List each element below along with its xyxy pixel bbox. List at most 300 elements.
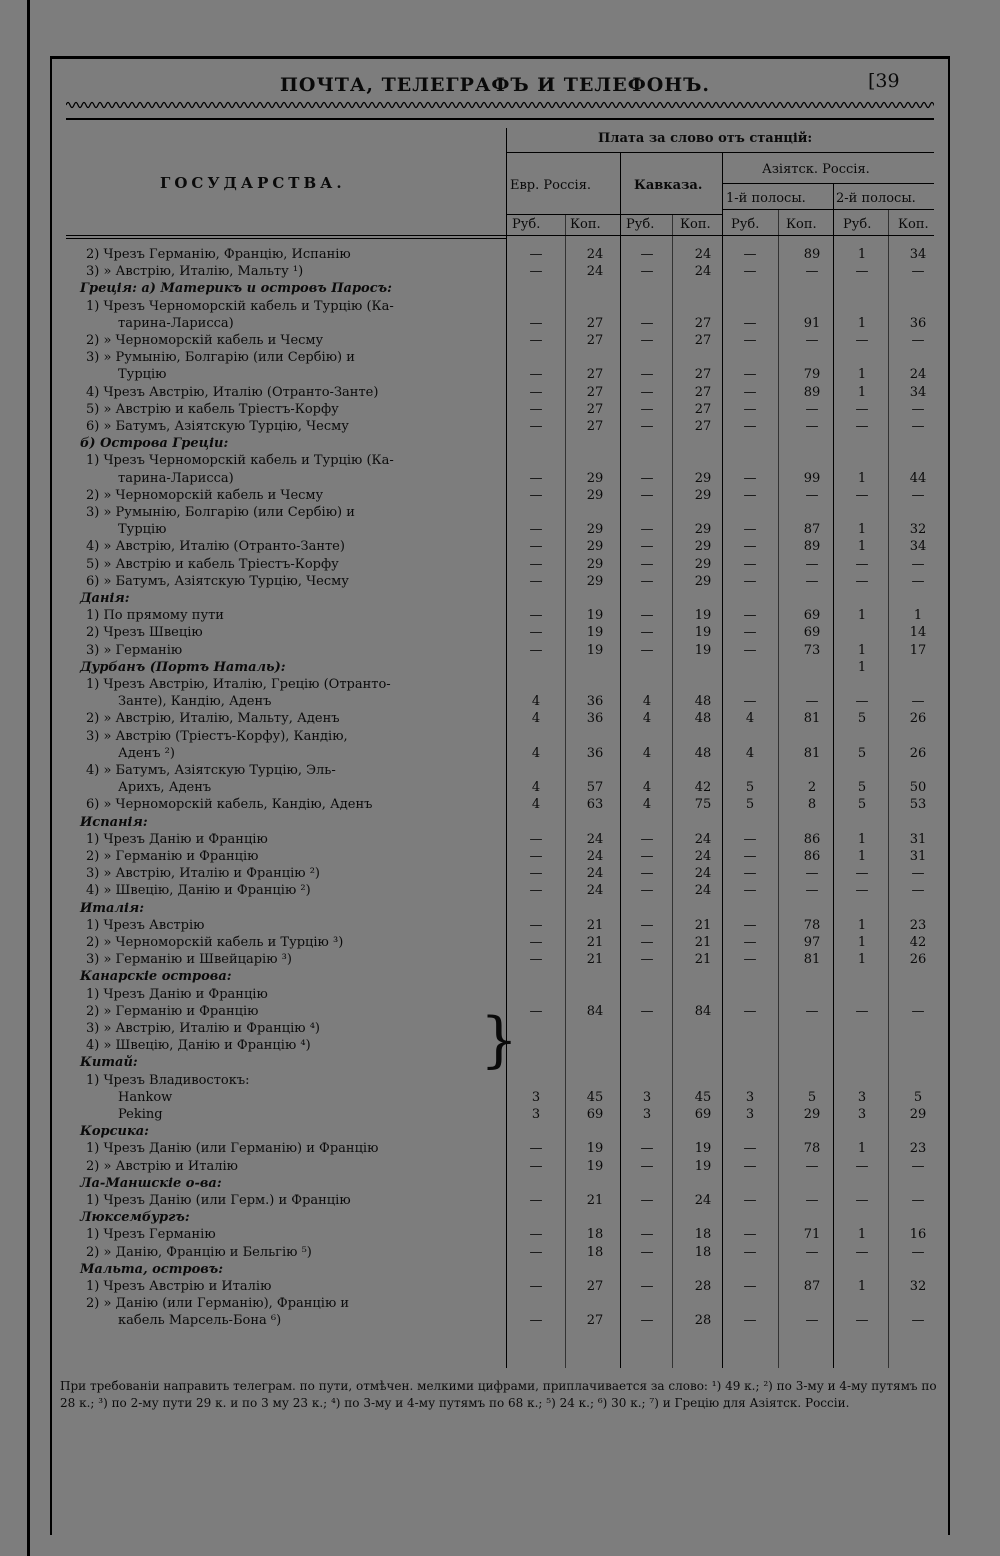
kop-header-1: Коп.	[570, 217, 601, 232]
rate-cell: 29	[586, 487, 604, 503]
rate-cell: 8	[807, 797, 817, 813]
rate-cell: 14	[909, 625, 927, 641]
rate-cell: —	[640, 831, 654, 847]
rate-cell: —	[529, 952, 543, 968]
rate-cell: 79	[803, 367, 821, 383]
rate-cell: —	[743, 367, 757, 383]
table-row	[60, 642, 500, 659]
rate-cell: 89	[803, 247, 821, 262]
wavy-divider	[66, 100, 934, 110]
table-row	[60, 280, 500, 297]
rate-cell: —	[855, 1003, 869, 1019]
rate-cell: —	[640, 419, 654, 434]
rate-cell: 29	[586, 539, 604, 555]
table-row	[60, 659, 500, 676]
rate-cell: 91	[803, 315, 821, 331]
rate-cell: 21	[586, 917, 604, 933]
rate-cell: —	[805, 1313, 819, 1329]
row-label: Турцію	[118, 522, 167, 538]
row-label: 2) » Германію и Францію	[86, 1003, 259, 1019]
rate-cell: —	[640, 333, 654, 348]
rate-cell: —	[743, 1244, 757, 1260]
rate-cell: —	[529, 1244, 543, 1260]
rate-cell: 69	[586, 1107, 604, 1122]
table-row	[60, 917, 500, 934]
rate-cell: —	[911, 883, 925, 899]
row-label: Peking	[118, 1107, 163, 1122]
rate-cell: —	[743, 315, 757, 331]
row-label: 5) » Австрію и кабель Тріестъ-Корфу	[86, 556, 339, 572]
table-row	[60, 762, 500, 779]
rate-cell: 45	[586, 1089, 604, 1105]
rate-cell: 3	[857, 1107, 867, 1122]
rate-cell: 1	[857, 608, 867, 624]
rate-cell: 18	[586, 1244, 604, 1260]
rate-cell: —	[743, 1158, 757, 1174]
rate-cell: 1	[857, 539, 867, 555]
rule-fee	[506, 152, 934, 153]
rate-cell: —	[640, 539, 654, 555]
rate-cell: 19	[694, 1141, 712, 1157]
rate-cell: —	[855, 1158, 869, 1174]
rate-cell: —	[805, 333, 819, 348]
rate-cell: 24	[694, 883, 712, 899]
rate-cell: 4	[642, 780, 652, 796]
rate-cell: —	[640, 367, 654, 383]
rate-cell: 1	[857, 315, 867, 331]
rate-cell: —	[640, 487, 654, 503]
rate-cell: 42	[909, 935, 927, 950]
row-label: Турцію	[118, 367, 167, 383]
rate-cell: —	[743, 952, 757, 968]
row-label: 1) Чрезъ Данію и Францію	[86, 986, 268, 1002]
table-row	[60, 900, 500, 917]
row-label: 2) » Черноморскій кабель и Чесму	[86, 333, 324, 348]
rate-cell: 63	[586, 797, 604, 813]
rate-cell: 28	[694, 1313, 712, 1329]
col-sep-2	[620, 152, 621, 1368]
rate-cell: —	[805, 419, 819, 434]
rate-cell: —	[911, 401, 925, 417]
rate-cell: —	[529, 419, 543, 434]
rate-cell: 19	[586, 625, 604, 641]
col-sep-5	[778, 209, 779, 1368]
table-row	[60, 676, 500, 693]
rate-cell: —	[743, 556, 757, 572]
rate-cell: —	[640, 608, 654, 624]
row-label: Люксембургъ:	[80, 1210, 190, 1226]
rate-cell: —	[529, 849, 543, 864]
rate-cell: 29	[803, 1107, 821, 1122]
rule-zone	[722, 209, 934, 210]
rate-cell: 34	[909, 247, 927, 262]
rate-cell: —	[911, 487, 925, 503]
rate-cell: —	[805, 694, 819, 710]
row-label: 2) » Данію, Францію и Бельгію ⁵)	[86, 1244, 312, 1260]
rate-cell: —	[640, 1279, 654, 1294]
table-row	[60, 607, 500, 624]
rub-header-1: Руб.	[512, 217, 541, 232]
row-label: 6) » Батумъ, Азіятскую Турцію, Чесму	[86, 419, 349, 434]
rate-cell: 17	[909, 642, 927, 658]
table-row	[60, 349, 500, 366]
table-row	[60, 745, 500, 762]
rule-units-left	[506, 214, 722, 215]
rate-cell: 19	[694, 625, 712, 641]
table-row	[60, 779, 500, 796]
rate-cell: 24	[694, 264, 712, 280]
row-label: 4) » Швецію, Данію и Францію ²)	[86, 883, 311, 899]
rate-cell: —	[529, 556, 543, 572]
rate-cell: —	[529, 367, 543, 383]
rate-cell: —	[805, 264, 819, 280]
rate-cell: 18	[586, 1227, 604, 1243]
rate-cell: —	[855, 419, 869, 434]
table-row	[60, 1072, 500, 1089]
row-label: Греція: а) Материкъ и островъ Паросъ:	[80, 281, 392, 297]
rate-cell: 5	[745, 780, 755, 796]
row-label: Дурбанъ (Портъ Наталь):	[80, 659, 286, 675]
zone2-header: 2-й полосы.	[836, 191, 916, 206]
rate-cell: —	[640, 264, 654, 280]
rate-cell: —	[529, 1279, 543, 1294]
rate-cell: —	[529, 573, 543, 589]
rate-cell: 21	[694, 917, 712, 933]
rate-cell: 36	[909, 315, 927, 331]
col-sep-0	[506, 128, 507, 1368]
table-row	[60, 951, 500, 968]
rate-cell: 73	[803, 642, 821, 658]
row-label: кабель Марсель-Бона ⁶)	[118, 1313, 282, 1329]
table-row	[60, 796, 500, 813]
table-row	[60, 728, 500, 745]
rate-cell: —	[855, 866, 869, 882]
rate-cell: 84	[694, 1003, 712, 1019]
rate-cell: 27	[586, 333, 604, 348]
rate-cell: 5	[745, 797, 755, 813]
row-label: Китай:	[80, 1055, 138, 1071]
rate-cell: 24	[694, 849, 712, 864]
rate-cell: —	[640, 849, 654, 864]
row-label: тарина-Ларисса)	[118, 470, 234, 486]
rate-cell: 24	[694, 831, 712, 847]
rate-cell: 24	[586, 247, 604, 262]
rate-cell: —	[743, 573, 757, 589]
rate-cell: —	[529, 935, 543, 950]
rate-cell: —	[911, 866, 925, 882]
rate-cell: —	[743, 487, 757, 503]
table-row	[60, 452, 500, 469]
table-row	[60, 315, 500, 332]
rate-cell: 5	[807, 1089, 817, 1105]
rate-cell: —	[855, 487, 869, 503]
rate-cell: —	[911, 264, 925, 280]
rate-cell: 48	[694, 745, 712, 761]
row-label: 5) » Австрію и кабель Тріестъ-Корфу	[86, 401, 339, 417]
rate-cell: 29	[586, 573, 604, 589]
rate-cell: 29	[694, 522, 712, 538]
table-row	[60, 263, 500, 280]
rate-cell: —	[529, 625, 543, 641]
page-number: [39	[868, 70, 900, 92]
rate-cell: —	[743, 849, 757, 864]
row-label: 1) Чрезъ Австрію и Италію	[86, 1279, 272, 1294]
rate-cell: 21	[586, 1193, 604, 1208]
rate-cell: 18	[694, 1244, 712, 1260]
rate-cell: 27	[586, 315, 604, 331]
rate-cell: —	[640, 384, 654, 400]
rate-cell: 3	[642, 1107, 652, 1122]
rate-cell: 81	[803, 952, 821, 968]
rate-cell: —	[743, 625, 757, 641]
table-row	[60, 693, 500, 710]
canary-brace: }	[480, 1005, 519, 1075]
rate-cell: —	[911, 1003, 925, 1019]
row-label: 1) Чрезъ Австрію	[86, 917, 205, 933]
rate-cell: —	[743, 831, 757, 847]
row-label: Мальта, островъ:	[80, 1261, 224, 1277]
kop-header-2: Коп.	[680, 217, 711, 232]
left-margin-line	[27, 0, 30, 1556]
rate-cell: 86	[803, 831, 821, 847]
rate-cell: —	[805, 866, 819, 882]
rate-cell: —	[855, 694, 869, 710]
row-label: 4) » Швецію, Данію и Францію ⁴)	[86, 1038, 311, 1054]
rate-cell: —	[640, 625, 654, 641]
rate-cell: —	[640, 952, 654, 968]
table-row	[60, 986, 500, 1003]
kop-header-3: Коп.	[786, 217, 817, 232]
row-label: 1) Чрезъ Данію (или Германію) и Францію	[86, 1141, 379, 1157]
rub-header-3: Руб.	[731, 217, 760, 232]
table-row	[60, 1037, 500, 1054]
row-label: 4) » Австрію, Италію (Отранто-Занте)	[86, 539, 345, 555]
rate-cell: 57	[586, 780, 604, 796]
states-header: ГОСУДАРСТВА.	[160, 174, 346, 192]
row-label: 1) Чрезъ Черноморскій кабель и Турцію (Ка-	[86, 298, 394, 314]
row-label: 3) » Австрію, Италію, Мальту ¹)	[86, 264, 304, 280]
rate-cell: —	[743, 1279, 757, 1294]
rate-cell: 21	[586, 935, 604, 950]
row-label: 2) » Данію (или Германію), Францію и	[86, 1296, 350, 1312]
fee-header: Плата за слово отъ станцій:	[598, 131, 813, 146]
rate-cell: 87	[803, 1279, 821, 1294]
table-row	[60, 435, 500, 452]
rate-cell: 89	[803, 384, 821, 400]
table-row	[60, 624, 500, 641]
rate-cell: 28	[694, 1279, 712, 1294]
rate-cell: 1	[857, 849, 867, 864]
rate-cell: 69	[694, 1107, 712, 1122]
rate-cell: 1	[857, 1279, 867, 1294]
table-row	[60, 487, 500, 504]
rate-cell: 24	[586, 866, 604, 882]
rate-cell: —	[805, 883, 819, 899]
row-label: 3) » Румынію, Болгарію (или Сербію) и	[86, 505, 355, 520]
rate-cell: 27	[694, 384, 712, 400]
row-label: 3) » Германію	[86, 642, 183, 658]
header-rule	[66, 118, 934, 120]
rate-cell: —	[640, 573, 654, 589]
rate-cell: —	[743, 1227, 757, 1243]
rate-cell: —	[805, 573, 819, 589]
kop-header-4: Коп.	[898, 217, 929, 232]
table-row	[60, 573, 500, 590]
rate-cell: 24	[586, 831, 604, 847]
row-label: 3) » Австрію, Италію и Францію ⁴)	[86, 1021, 320, 1036]
table-row	[60, 814, 500, 831]
rate-cell: 1	[857, 952, 867, 968]
rate-cell: —	[805, 1244, 819, 1260]
row-label: Корсика:	[80, 1124, 149, 1140]
rate-cell: —	[529, 487, 543, 503]
rate-cell: 29	[694, 556, 712, 572]
row-label: 3) » Австрію, Италію и Францію ²)	[86, 866, 320, 882]
col-sep-6	[833, 183, 834, 1368]
rate-cell: —	[529, 1313, 543, 1329]
table-row	[60, 865, 500, 882]
rate-cell: —	[640, 883, 654, 899]
rate-cell: —	[805, 1158, 819, 1174]
rate-cell: —	[855, 264, 869, 280]
rate-cell: 16	[909, 1227, 927, 1243]
rate-cell: 3	[531, 1107, 541, 1122]
rate-cell: —	[640, 1141, 654, 1157]
asian-russia-header: Азіятск. Россія.	[762, 162, 870, 177]
rate-cell: —	[743, 333, 757, 348]
rate-cell: 27	[586, 1313, 604, 1329]
rate-cell: —	[743, 522, 757, 538]
table-row	[60, 1158, 500, 1175]
rate-cell: 3	[745, 1107, 755, 1122]
rate-cell: 24	[909, 367, 927, 383]
rate-cell: 1	[857, 1227, 867, 1243]
rate-cell: —	[743, 1193, 757, 1208]
rate-cell: 29	[586, 522, 604, 538]
row-label: 2) » Австрію, Италію, Мальту, Аденъ	[86, 711, 340, 727]
rate-cell: 29	[909, 1107, 927, 1122]
rate-cell: —	[805, 487, 819, 503]
rate-cell: 1	[857, 384, 867, 400]
row-label: 1) Чрезъ Данію (или Герм.) и Францію	[86, 1193, 351, 1208]
rate-cell: 4	[531, 797, 541, 813]
table-row	[60, 1226, 500, 1243]
rate-cell: 24	[694, 247, 712, 262]
rate-cell: 23	[909, 1141, 927, 1157]
row-label: 4) Чрезъ Австрію, Италію (Отранто-Занте)	[86, 384, 379, 400]
row-label: Занте), Кандію, Аденъ	[118, 694, 272, 710]
rate-cell: 4	[642, 745, 652, 761]
table-row	[60, 401, 500, 418]
rate-cell: 4	[531, 745, 541, 761]
rate-cell: 24	[694, 866, 712, 882]
rate-cell: —	[911, 1158, 925, 1174]
rate-cell: —	[640, 866, 654, 882]
row-label: 6) » Батумъ, Азіятскую Турцію, Чесму	[86, 573, 349, 589]
page-title: ПОЧТА, ТЕЛЕГРАФЪ И ТЕЛЕФОНЪ.	[279, 74, 711, 96]
rate-cell: —	[529, 1158, 543, 1174]
row-label: 2) » Черноморскій кабель и Турцію ³)	[86, 935, 344, 950]
rate-cell: —	[911, 556, 925, 572]
rate-cell: —	[911, 419, 925, 434]
rate-cell: 24	[694, 1193, 712, 1208]
rate-cell: —	[743, 608, 757, 624]
table-row	[60, 538, 500, 555]
table-row	[60, 1123, 500, 1140]
rate-cell: 69	[803, 608, 821, 624]
rate-cell: 3	[642, 1089, 652, 1105]
table-row	[60, 1140, 500, 1157]
rub-header-4: Руб.	[843, 217, 872, 232]
rate-cell: 32	[909, 1279, 927, 1294]
rate-cell: —	[640, 1313, 654, 1329]
rate-cell: 81	[803, 745, 821, 761]
rate-cell: 4	[531, 694, 541, 710]
rub-header-2: Руб.	[626, 217, 655, 232]
rate-cell: —	[529, 1227, 543, 1243]
table-row	[60, 590, 500, 607]
table-row	[60, 1278, 500, 1295]
rate-cell: —	[743, 917, 757, 933]
rate-cell: 34	[909, 384, 927, 400]
rate-cell: —	[855, 573, 869, 589]
rate-cell: 1	[857, 367, 867, 383]
row-label: Ла-Маншскіе о-ва:	[80, 1175, 222, 1191]
table-row	[60, 384, 500, 401]
rate-cell: 19	[586, 642, 604, 658]
rate-cell: —	[743, 247, 757, 262]
rate-cell: 29	[586, 470, 604, 486]
rate-cell: 5	[857, 780, 867, 796]
rate-cell: 4	[642, 694, 652, 710]
rate-cell: —	[743, 264, 757, 280]
table-row	[60, 470, 500, 487]
row-label: Испанія:	[80, 814, 148, 830]
rate-cell: 50	[909, 780, 927, 796]
rate-cell: 31	[909, 831, 927, 847]
rate-cell: 23	[909, 917, 927, 933]
rate-cell: 27	[694, 419, 712, 434]
rate-cell: 1	[857, 935, 867, 950]
rule-body-2	[66, 238, 506, 239]
rate-cell: 78	[803, 917, 821, 933]
rate-cell: —	[529, 642, 543, 658]
table-row	[60, 848, 500, 865]
row-label: 1) Чрезъ Германію	[86, 1227, 216, 1243]
rate-cell: —	[529, 264, 543, 280]
rate-cell: 27	[694, 333, 712, 348]
rate-cell: 29	[694, 470, 712, 486]
rate-cell: 27	[586, 384, 604, 400]
table-row	[60, 1312, 500, 1329]
rate-cell: 21	[586, 952, 604, 968]
rate-cell: 99	[803, 470, 821, 486]
rate-cell: 19	[586, 1158, 604, 1174]
rate-cell: 75	[694, 797, 712, 813]
footnote: При требованіи направить телеграм. по пути, отмѣчен. мелкими цифрами, приплачивается за слово: ¹) 49 к.; ²) по 3-му и 4-му путямъ по 28 к.; ³) по 2-му пути 29 к. и по 3 му 23 к.; ⁴) по 3-му и 4-му путямъ по 68 к.; ⁵) 24 к.; ⁶) 30 к.; ⁷) и Грецію для Азіятск. Россіи.	[60, 1379, 937, 1410]
row-label: Арихъ, Аденъ	[118, 780, 212, 796]
table-row	[60, 1089, 500, 1106]
rate-cell: —	[743, 470, 757, 486]
rate-cell: 19	[694, 1158, 712, 1174]
table-row	[60, 1106, 500, 1123]
rate-cell: —	[855, 401, 869, 417]
rate-cell: 97	[803, 935, 821, 950]
row-label: 1) Чрезъ Черноморскій кабель и Турцію (Ка-	[86, 453, 394, 469]
row-label: 2) » Черноморскій кабель и Чесму	[86, 487, 324, 503]
rate-cell: —	[855, 556, 869, 572]
rate-cell: 69	[803, 625, 821, 641]
